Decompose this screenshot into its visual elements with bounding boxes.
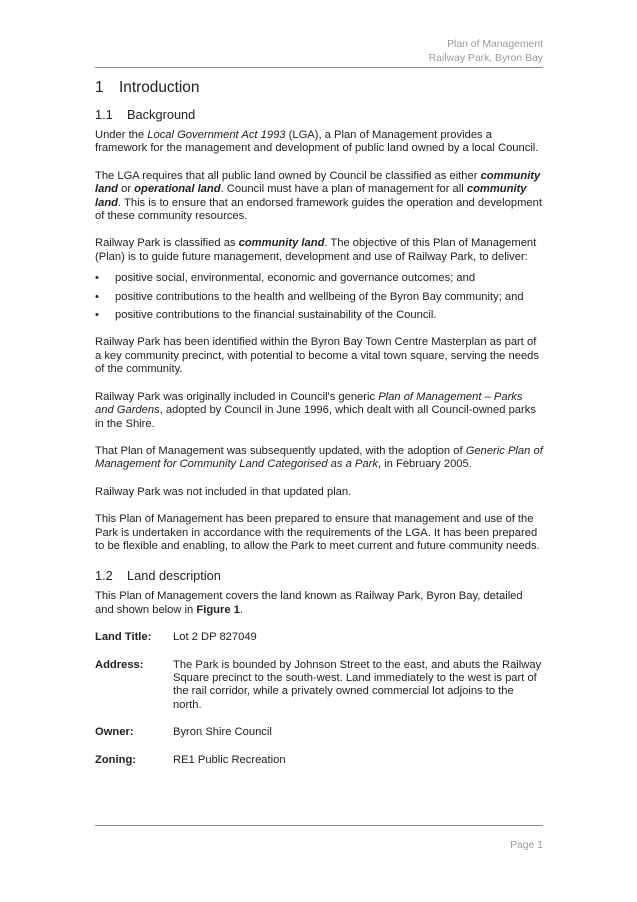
- subsection-heading-background: [95, 106, 543, 123]
- page-content: [95, 78, 543, 781]
- detail-label: Zoning:: [95, 753, 137, 766]
- section-number: 1: [95, 79, 104, 96]
- paragraph-objective: Railway Park is classified as community land. The objective of this Plan of Management (Plan) is to guide future management, development and use of Railway Park, to deliver:: [95, 237, 537, 263]
- header-rule: [95, 67, 543, 68]
- paragraph-purpose: This Plan of Management has been prepared to ensure that management and use of the Park is undertaken in accordance with the requirements of the LGA. It has been prepared to be flexible and enabling, to allow the Park to meet current and future community needs.: [95, 513, 540, 552]
- page-number: Page 1: [510, 840, 543, 851]
- running-header: [429, 38, 543, 66]
- detail-label: Address:: [95, 658, 144, 671]
- paragraph-updated-plan: That Plan of Management was subsequently updated, with the adoption of Generic Plan of Management for Community Land Categorised as a Park, in February 2005.: [95, 444, 543, 471]
- list-item: • positive contributions to the financial sustainability of the Council.: [95, 309, 437, 322]
- header-document-subtitle: Railway Park, Byron Bay: [428, 53, 543, 64]
- list-item: • positive social, environmental, economic and governance outcomes; and: [95, 272, 476, 285]
- bullet-icon: •: [95, 309, 99, 322]
- detail-value: Byron Shire Council: [173, 726, 272, 739]
- subsection-heading-land-description: [95, 567, 543, 584]
- detail-land-title: [95, 631, 543, 644]
- section-heading: [95, 78, 543, 98]
- detail-value: Lot 2 DP 827049: [173, 631, 257, 644]
- paragraph-lga-intro: Under the Local Government Act 1993 (LGA), a Plan of Management provides a framework for the management and development of public land owned by a local Council.: [95, 129, 539, 155]
- detail-owner: [95, 726, 543, 739]
- subsection-number: 1.1: [95, 107, 113, 122]
- paragraph-original-plan: Railway Park was originally included in Council's generic Plan of Management – Parks and Gardens, adopted by Council in June 1996, which dealt with all Council-owned parks in the Shire.: [95, 390, 536, 430]
- paragraph-masterplan: Railway Park has been identified within the Byron Bay Town Centre Masterplan as part of a key community precinct, with potential to become a vital town square, serving the needs of the community.: [95, 336, 539, 376]
- list-item: • positive contributions to the health and wellbeing of the Byron Bay community; and: [95, 290, 524, 303]
- subsection-title: Land description: [127, 568, 221, 584]
- objectives-list: [95, 272, 543, 322]
- figure-reference: Figure 1: [196, 603, 240, 616]
- subsection-title: Background: [127, 107, 196, 122]
- detail-label: Owner:: [95, 726, 134, 739]
- act-title: Local Government Act 1993: [147, 129, 286, 141]
- footer-rule: [95, 825, 543, 826]
- header-document-title: Plan of Management: [447, 39, 543, 50]
- paragraph-land-covered: This Plan of Management covers the land known as Railway Park, Byron Bay, detailed and shown below in Figure 1.: [95, 590, 523, 616]
- section-title: Introduction: [119, 79, 200, 96]
- bullet-icon: •: [95, 290, 99, 303]
- detail-value: The Park is bounded by Johnson Street to the east, and abuts the Railway Square precinct to the south-west. Land immediately to the west is part of the rail corridor, while a privately owned commercial lot adjoins to the north.: [173, 658, 542, 711]
- subsection-number: 1.2: [95, 568, 113, 584]
- detail-zoning: [95, 754, 543, 767]
- paragraph-not-included: Railway Park was not included in that updated plan.: [95, 485, 352, 498]
- detail-value: RE1 Public Recreation: [173, 753, 286, 766]
- detail-label: Land Title:: [95, 631, 152, 644]
- paragraph-land-classification: The LGA requires that all public land owned by Council be classified as either community land or operational land. Council must have a plan of management for all community land. This is to ensure that an endorsed framework guides the operation and development of these community resources.: [95, 169, 542, 223]
- bullet-icon: •: [95, 272, 99, 285]
- detail-address: [95, 659, 543, 713]
